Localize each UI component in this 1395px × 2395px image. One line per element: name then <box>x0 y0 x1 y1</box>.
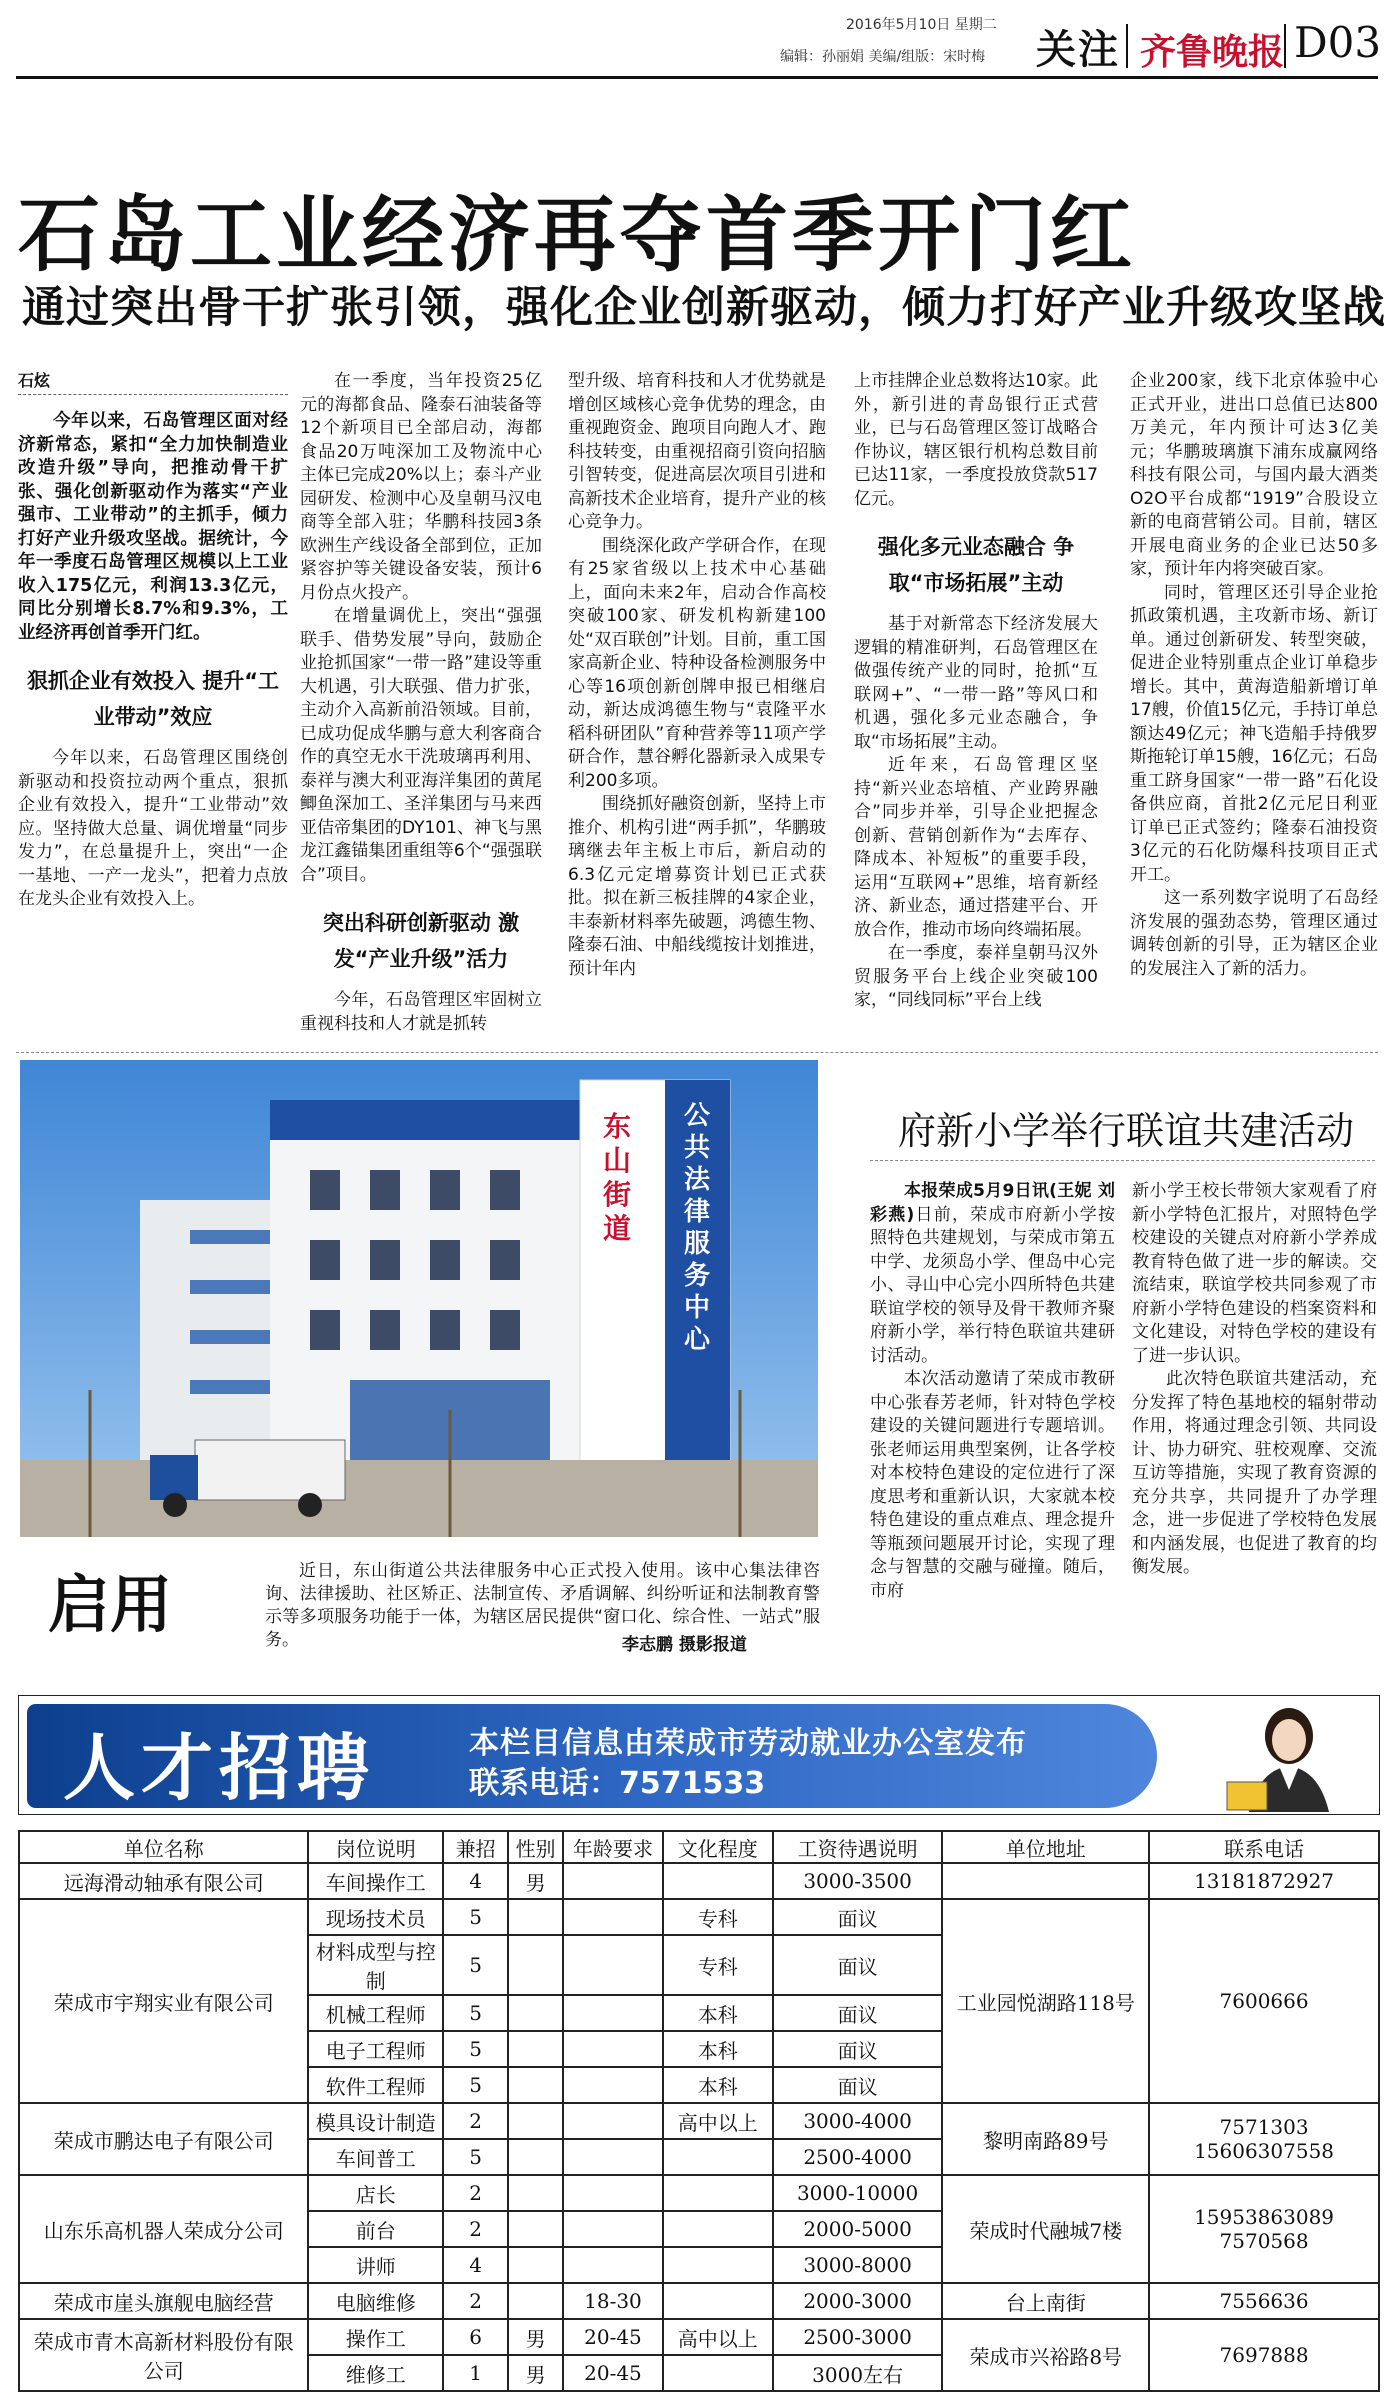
company-phone-cell: 13181872927 <box>1149 1863 1379 1899</box>
job-post-cell: 软件工程师 <box>308 2067 443 2103</box>
job-pay-cell: 2000-5000 <box>773 2211 943 2247</box>
job-post-cell: 电脑维修 <box>308 2283 443 2319</box>
company-address-cell: 黎明南路89号 <box>942 2103 1149 2175</box>
lead-paragraph: 今年以来，石岛管理区面对经济新常态，紧扣“全力加快制造业改造升级”导向，把推动骨干扩张、强化创新驱动作为落实“产业强市、工业带动”的主抓手，倾力打好产业升级攻坚战。据统计，今年一季度石岛管理区规模以上工业收入175亿元，利润13.3亿元，同比分别增长8.7%和9.3%，工业经济再创首季开门红。 <box>18 411 288 643</box>
job-post-cell: 维修工 <box>308 2355 443 2391</box>
job-age-cell <box>563 2031 663 2067</box>
job-education-cell: 本科 <box>663 2031 773 2067</box>
job-education-cell <box>663 2211 773 2247</box>
school-column-1 <box>870 1180 1115 1685</box>
story-rule <box>870 1160 1375 1161</box>
job-count-cell: 5 <box>443 2067 508 2103</box>
job-count-cell: 5 <box>443 2031 508 2067</box>
company-address-cell: 荣成市兴裕路8号 <box>942 2319 1149 2391</box>
job-education-cell <box>663 2175 773 2211</box>
job-age-cell <box>563 1935 663 1995</box>
job-pay-cell: 3000-10000 <box>773 2175 943 2211</box>
table-header-cell: 性别 <box>508 1831 563 1863</box>
school-column-2 <box>1132 1180 1377 1685</box>
job-post-cell: 材料成型与控制 <box>308 1935 443 1995</box>
company-name-cell: 荣成市宇翔实业有限公司 <box>19 1899 308 2103</box>
editor-credit: 编辑：孙丽娟 美编/组版：宋时梅 <box>780 49 986 65</box>
job-post-cell: 讲师 <box>308 2247 443 2283</box>
job-age-cell <box>563 2175 663 2211</box>
job-post-cell: 前台 <box>308 2211 443 2247</box>
job-pay-cell: 面议 <box>773 2031 943 2067</box>
job-post-cell: 操作工 <box>308 2319 443 2355</box>
table-row <box>19 2319 1379 2355</box>
job-education-cell <box>663 2247 773 2283</box>
company-address-cell <box>942 1863 1149 1899</box>
job-pay-cell: 2500-3000 <box>773 2319 943 2355</box>
building-sign: 公共法律服务中心 <box>683 1101 710 1355</box>
job-age-cell <box>563 1899 663 1935</box>
job-count-cell: 5 <box>443 1935 508 1995</box>
school-story-title: 府新小学举行联谊共建活动 <box>898 1109 1355 1153</box>
job-education-cell: 本科 <box>663 2067 773 2103</box>
lead-paragraph: 企业200家，线下北京体验中心正式开业，进出口总值已达800万美元，年内预计可达3亿美元；华鹏玻璃旗下浦东成赢网络科技有限公司，与国内最大酒类O2O平台成都“1919”合股设立新的电商营销公司。目前，辖区开展电商业务的企业已达50多家，预计年内将突破百家。 <box>1130 371 1378 579</box>
job-gender-cell <box>508 2031 563 2067</box>
job-age-cell <box>563 1995 663 2031</box>
lead-column-4 <box>854 370 1098 1040</box>
header-rule <box>16 76 1378 79</box>
header-divider <box>1126 24 1128 68</box>
job-count-cell: 2 <box>443 2103 508 2139</box>
job-gender-cell: 男 <box>508 1863 563 1899</box>
lead-paragraph: 这一系列数字说明了石岛经济发展的强劲态势，管理区通过调转创新的引导，正为辖区企业的发展注入了新的活力。 <box>1130 888 1378 979</box>
lead-byline: 石炫 <box>18 371 51 390</box>
company-address-cell: 工业园悦湖路118号 <box>942 1899 1149 2103</box>
job-pay-cell: 3000-8000 <box>773 2247 943 2283</box>
lead-paragraph: 基于对新常态下经济发展大逻辑的精准研判，石岛管理区在做强传统产业的同时，抢抓“互联网+”、“一带一路”等风口和机遇，强化多元业态融合，争取“市场拓展”主动。 <box>854 614 1098 752</box>
lead-column-5 <box>1130 370 1378 1040</box>
company-phone-cell: 7556636 <box>1149 2283 1379 2319</box>
job-count-cell: 5 <box>443 2139 508 2175</box>
company-phone-cell: 7697888 <box>1149 2319 1379 2391</box>
dateline: 本报荣成5月9日讯(王妮 刘彩燕) <box>870 1181 1115 1225</box>
company-address-cell: 台上南街 <box>942 2283 1149 2319</box>
job-gender-cell <box>508 1935 563 1995</box>
job-post-cell: 模具设计制造 <box>308 2103 443 2139</box>
job-education-cell: 高中以上 <box>663 2319 773 2355</box>
job-age-cell: 20-45 <box>563 2319 663 2355</box>
job-pay-cell: 面议 <box>773 1899 943 1935</box>
lead-column-1 <box>18 410 288 1040</box>
table-row <box>19 2175 1379 2211</box>
job-gender-cell <box>508 1899 563 1935</box>
job-gender-cell: 男 <box>508 2319 563 2355</box>
page-number: D03 <box>1294 18 1382 67</box>
lead-paragraph: 今年以来，石岛管理区围绕创新驱动和投资拉动两个重点，狠抓企业有效投入，提升“工业带动”效应。坚持做大总量、调优增量“同步发力”，在总量提升上，突出“一企一基地、一产一龙头”，把着力点放在龙头企业有效投入上。 <box>18 748 288 909</box>
table-header-cell: 年龄要求 <box>563 1831 663 1863</box>
company-phone-cell: 7600666 <box>1149 1899 1379 2103</box>
lead-paragraph: 围绕抓好融资创新，坚持上市推介、机构引进“两手抓”，华鹏玻璃继去年主板上市后，新启动的6.3亿元定增募资计划已正式获批。拟在新三板挂牌的4家企业，丰泰新材料率先破题，鸿德生物、隆泰石油、中船线缆按计划推进，预计年内 <box>568 794 826 979</box>
lead-paragraph: 上市挂牌企业总数将达10家。此外，新引进的青岛银行正式营业，已与石岛管理区签订战略合作协议，辖区银行机构总数目前已达11家，一季度投放贷款517亿元。 <box>854 371 1098 509</box>
company-name-cell: 荣成市鹏达电子有限公司 <box>19 2103 308 2175</box>
lead-headline: 石岛工业经济再夺首季开门红 <box>18 188 1137 283</box>
table-row <box>19 2283 1379 2319</box>
job-pay-cell: 3000左右 <box>773 2355 943 2391</box>
lead-paragraph: 近年来，石岛管理区坚持“新兴业态培植、产业跨界融合”同步并举，引导企业把握念创新、营销创新作为“去库存、降成本、补短板”的重要手段，运用“互联网+”思维，培育新经济、新业态，通过搭建平台、开放合作，推动市场向终端拓展。 <box>854 755 1098 940</box>
job-pay-cell: 面议 <box>773 1935 943 1995</box>
table-header-cell: 单位地址 <box>942 1831 1149 1863</box>
receptionist-illustration <box>1219 1700 1359 1812</box>
job-gender-cell <box>508 2175 563 2211</box>
story-paragraph: 日前，荣成市府新小学按照特色共建规划，与荣成市第五中学、龙须岛小学、俚岛中心完小、寻山中心完小四所特色共建联谊学校的领导及骨干教师齐聚府新小学，举行特色联谊共建研讨活动。 <box>870 1204 1115 1366</box>
company-name-cell: 远海滑动轴承有限公司 <box>19 1863 308 1899</box>
job-age-cell <box>563 1863 663 1899</box>
job-pay-cell: 2500-4000 <box>773 2139 943 2175</box>
story-paragraph: 新小学王校长带领大家观看了府新小学特色汇报片，对照特色学校建设的关键点对府新小学养成教育特色做了进一步的解读。交流结束，联谊学校共同参观了市府新小学特色建设的档案资料和文化建设，对特色学校的建设有了进一步认识。 <box>1132 1181 1377 1366</box>
job-pay-cell: 3000-3500 <box>773 1863 943 1899</box>
job-gender-cell <box>508 2211 563 2247</box>
job-count-cell: 5 <box>443 1995 508 2031</box>
table-header-cell: 联系电话 <box>1149 1831 1379 1863</box>
job-table <box>18 1830 1380 2392</box>
company-phone-cell: 7571303 15606307558 <box>1149 2103 1379 2175</box>
job-post-cell: 车间普工 <box>308 2139 443 2175</box>
section-name: 关注 <box>1036 27 1120 73</box>
job-pay-cell: 2000-3000 <box>773 2283 943 2319</box>
job-count-cell: 6 <box>443 2319 508 2355</box>
job-education-cell <box>663 2283 773 2319</box>
byline-rule <box>18 394 288 395</box>
job-age-cell: 20-45 <box>563 2355 663 2391</box>
job-pay-cell: 面议 <box>773 1995 943 2031</box>
job-count-cell: 5 <box>443 1899 508 1935</box>
table-row <box>19 1899 1379 1935</box>
recruit-phone: 联系电话：7571533 <box>469 1766 766 1801</box>
job-post-cell: 店长 <box>308 2175 443 2211</box>
company-name-cell: 荣成市崖头旗舰电脑经营 <box>19 2283 308 2319</box>
lead-paragraph: 在一季度，当年投资25亿元的海都食品、隆泰石油装备等12个新项目已全部启动，海都食品20万吨深加工及物流中心主体已完成20%以上；泰斗产业园研发、检测中心及皇朝马汉电商等全部入驻；华鹏科技园3条欧洲生产线设备全部到位，正加紧容护等关键设备安装，预计6月份点火投产。 <box>300 371 542 603</box>
lead-paragraph: 在一季度，泰祥皇朝马汉外贸服务平台上线企业突破100家，“同线同标”平台上线 <box>854 943 1098 1010</box>
lead-subhead-2: 突出科研创新驱动 激发“产业升级”活力 <box>322 911 520 971</box>
job-post-cell: 机械工程师 <box>308 1995 443 2031</box>
job-age-cell <box>563 2103 663 2139</box>
table-header-cell: 单位名称 <box>19 1831 308 1863</box>
company-name-cell: 山东乐高机器人荣成分公司 <box>19 2175 308 2283</box>
section-divider <box>16 1052 1378 1053</box>
lead-column-2 <box>300 370 542 1040</box>
job-count-cell: 2 <box>443 2283 508 2319</box>
story-paragraph: 此次特色联谊共建活动，充分发挥了特色基地校的辐射带动作用，将通过理念引领、共同设计、协力研究、驻校观摩、交流互访等措施，实现了教育资源的充分共享，共同提升了办学理念，进一步促进了学校特色发展和内涵发展，也促进了教育的均衡发展。 <box>1132 1369 1377 1577</box>
header-divider <box>1284 24 1286 68</box>
lead-paragraph: 在增量调优上，突出“强强联手、借势发展”导向，鼓励企业抢抓国家“一带一路”建设等重大机遇，引大联强、借力扩张，主动介入高新前沿领域。目前，已成功促成华鹏与意大利客商合作的真空无水干洗玻璃再利用、泰祥与澳大利亚海洋集团的黄尾鲫鱼深加工、圣洋集团与马来西亚佶帝集团的DY101、神飞与黑龙江鑫锚集团重组等6个“强强联合”项目。 <box>300 606 542 885</box>
company-address-cell: 荣成时代融城7楼 <box>942 2175 1149 2283</box>
job-age-cell <box>563 2211 663 2247</box>
job-count-cell: 2 <box>443 2211 508 2247</box>
photo-caption: 近日，东山街道公共法律服务中心正式投入使用。该中心集法律咨询、法律援助、社区矫正、法制宣传、矛盾调解、纠纷听证和法制教育警示等多项服务功能于一体，为辖区居民提供“窗口化、综合性、一站式”服务。 <box>265 1561 820 1650</box>
job-count-cell: 2 <box>443 2175 508 2211</box>
photo-title: 启用 <box>48 1568 173 1641</box>
company-name-cell: 荣成市青木高新材料股份有限公司 <box>19 2319 308 2391</box>
building-sign: 东山街道 <box>602 1110 631 1245</box>
lead-subhead-3: 强化多元业态融合 争取“市场拓展”主动 <box>877 535 1075 595</box>
lead-column-3 <box>568 370 826 1040</box>
recruit-banner <box>18 1695 1380 1815</box>
job-gender-cell <box>508 2283 563 2319</box>
job-education-cell <box>663 2355 773 2391</box>
table-header-cell: 工资待遇说明 <box>773 1831 943 1863</box>
job-pay-cell: 3000-4000 <box>773 2103 943 2139</box>
job-age-cell <box>563 2139 663 2175</box>
lead-paragraph: 型升级、培育科技和人才优势就是增创区域核心竞争优势的理念，由重视跑资金、跑项目向跑人才、跑科技转变，由重视招商引资向招脑引智转变，促进高层次项目引进和高新技术企业培育，提升产业的核心竞争力。 <box>568 371 826 532</box>
lead-subhead-1: 狠抓企业有效投入 提升“工业带动”效应 <box>26 669 280 729</box>
lead-subheadline: 通过突出骨干扩张引领，强化企业创新驱动，倾力打好产业升级攻坚战 <box>22 283 1386 333</box>
lead-paragraph: 今年，石岛管理区牢固树立重视科技和人才就是抓转 <box>300 990 542 1034</box>
job-education-cell <box>663 1863 773 1899</box>
photo-credit: 李志鹏 摄影报道 <box>622 1635 747 1655</box>
table-header-cell: 文化程度 <box>663 1831 773 1863</box>
job-gender-cell <box>508 2139 563 2175</box>
job-education-cell: 本科 <box>663 1995 773 2031</box>
job-gender-cell <box>508 2247 563 2283</box>
job-age-cell <box>563 2247 663 2283</box>
job-education-cell: 专科 <box>663 1899 773 1935</box>
issue-date: 2016年5月10日 星期二 <box>846 17 997 33</box>
job-count-cell: 1 <box>443 2355 508 2391</box>
newspaper-logo: 齐鲁晚报 <box>1140 31 1285 73</box>
table-header-cell: 兼招 <box>443 1831 508 1863</box>
job-education-cell <box>663 2139 773 2175</box>
table-row <box>19 2103 1379 2139</box>
job-gender-cell: 男 <box>508 2355 563 2391</box>
job-gender-cell <box>508 1995 563 2031</box>
lead-paragraph: 同时，管理区还引导企业抢抓政策机遇，主攻新市场、新订单。通过创新研发、转型突破，促进企业特别重点企业订单稳步增长。其中，黄海造船新增订单17艘，价值15亿元，手持订单总额达49亿元；神飞造船手持俄罗斯拖轮订单15艘，16亿元；石岛重工跻身国家“一带一路”石化设备供应商，首批2亿元尼日利亚订单已正式签约；隆泰石油投资3亿元的石化防爆科技项目正式开工。 <box>1130 582 1378 885</box>
story-paragraph: 本次活动邀请了荣成市教研中心张春芳老师，针对特色学校建设的关键问题进行专题培训。张老师运用典型案例，让各学校对本校特色建设的定位进行了深度思考和重新认识，大家就本校特色建设的重点难点、理念提升等瓶颈问题展开讨论，实现了理念与智慧的交融与碰撞。随后，市府 <box>870 1369 1115 1601</box>
job-post-cell: 车间操作工 <box>308 1863 443 1899</box>
job-education-cell: 高中以上 <box>663 2103 773 2139</box>
table-row <box>19 1863 1379 1899</box>
job-post-cell: 电子工程师 <box>308 2031 443 2067</box>
job-count-cell: 4 <box>443 2247 508 2283</box>
job-education-cell: 专科 <box>663 1935 773 1995</box>
table-header-row <box>19 1831 1379 1863</box>
job-post-cell: 现场技术员 <box>308 1899 443 1935</box>
job-gender-cell <box>508 2067 563 2103</box>
recruit-publisher: 本栏目信息由荣成市劳动就业办公室发布 <box>469 1726 1027 1761</box>
job-count-cell: 4 <box>443 1863 508 1899</box>
company-phone-cell: 15953863089 7570568 <box>1149 2175 1379 2283</box>
job-age-cell <box>563 2067 663 2103</box>
recruit-title: 人才招聘 <box>63 1726 376 1810</box>
job-pay-cell: 面议 <box>773 2067 943 2103</box>
job-age-cell: 18-30 <box>563 2283 663 2319</box>
job-gender-cell <box>508 2103 563 2139</box>
lead-paragraph: 围绕深化政产学研合作，在现有25家省级以上技术中心基础上，面向未来2年，启动合作高校突破100家、研发机构新建100处“双百联创”计划。目前，重工国家高新企业、特种设备检测服务中心等16项创新创牌申报已相继启动，新达成鸿德生物与“袁隆平水稻科研团队”育种营养等11项产学研合作，慧谷孵化器新录入成果专利200多项。 <box>568 535 826 791</box>
table-header-cell: 岗位说明 <box>308 1831 443 1863</box>
news-photo <box>20 1060 818 1537</box>
